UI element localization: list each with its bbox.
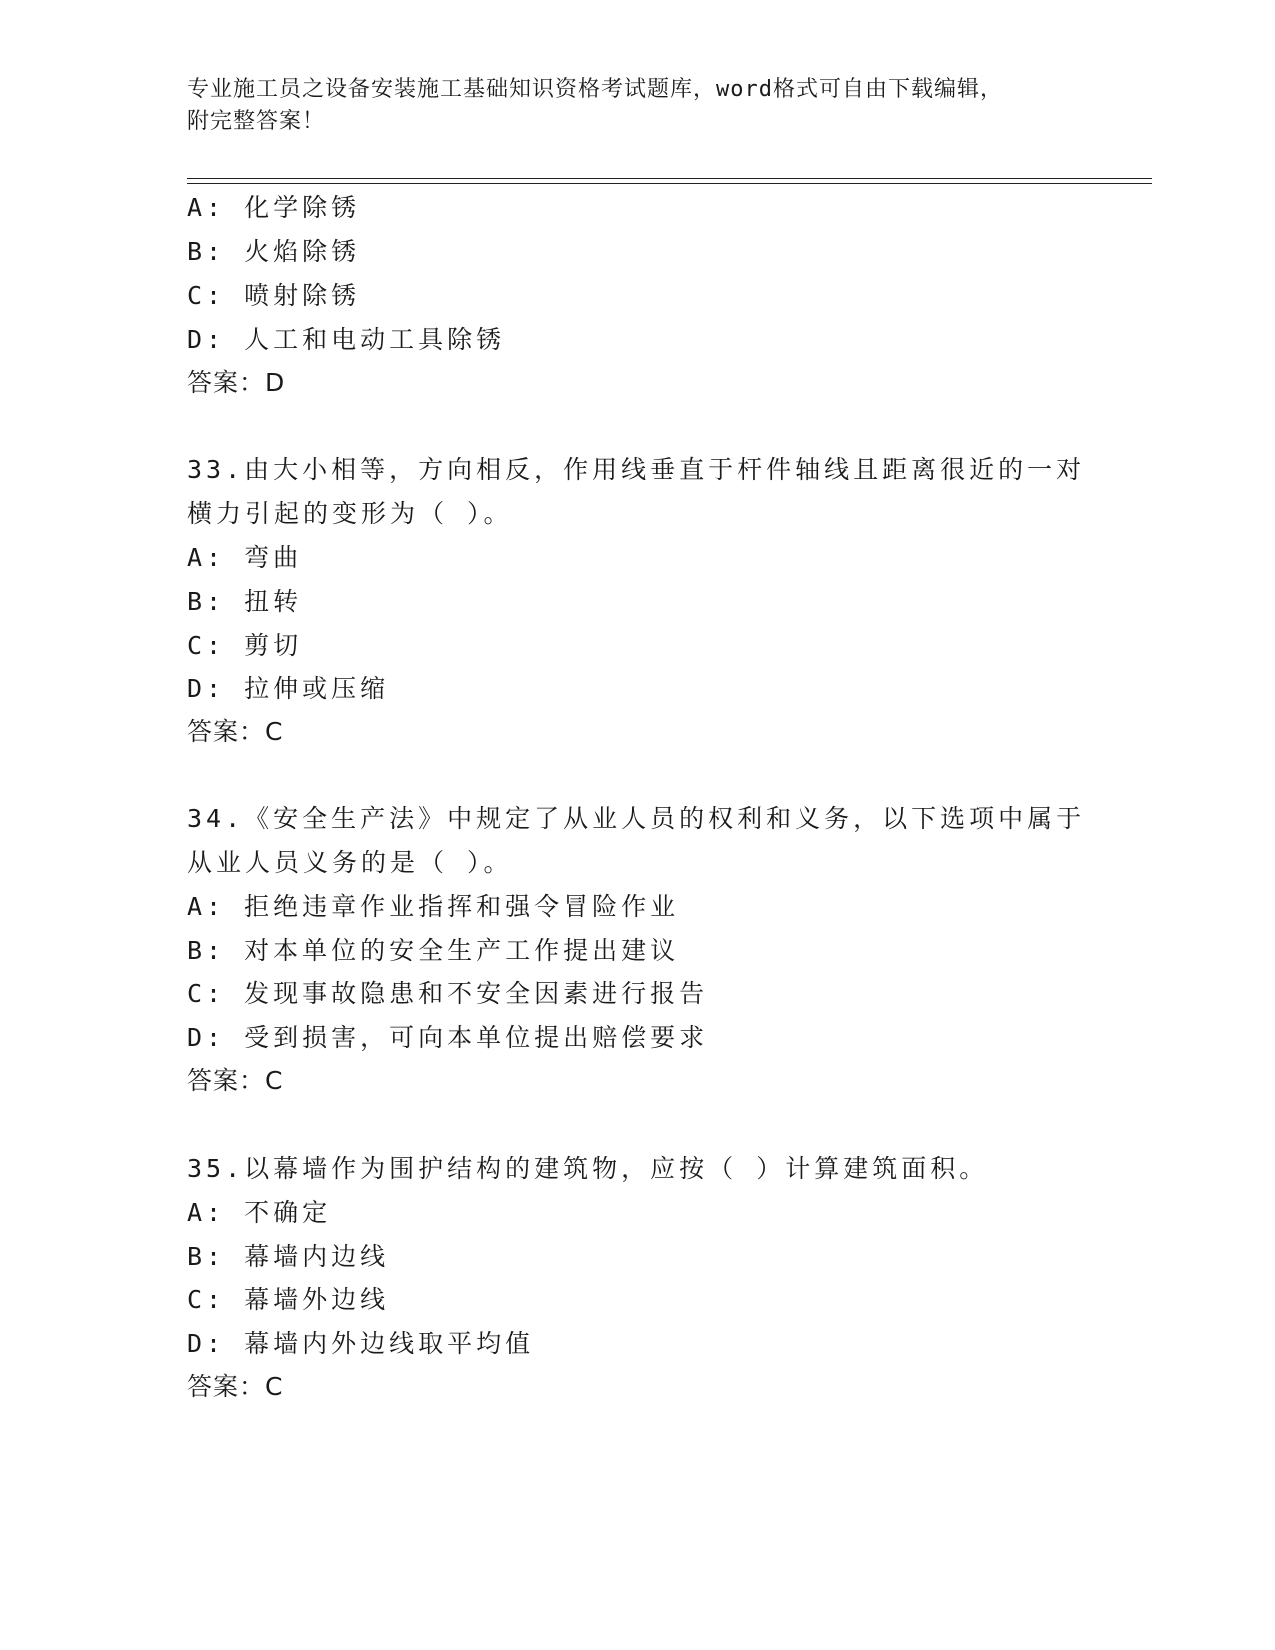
document-header bbox=[187, 74, 1087, 138]
q33-option-d: D: 拉伸或压缩 bbox=[187, 674, 390, 703]
header-line-2: 附完整答案！ bbox=[187, 109, 326, 134]
q35-option-b: B: 幕墙内边线 bbox=[187, 1242, 390, 1271]
header-divider-bottom bbox=[187, 183, 1152, 184]
q32-option-a: A: 化学除锈 bbox=[187, 193, 361, 222]
q33-option-c: C: 剪切 bbox=[187, 631, 303, 660]
q32-option-b: B: 火焰除锈 bbox=[187, 237, 361, 266]
q33-answer: 答案：C bbox=[187, 717, 284, 746]
q34-stem-line-1: 34.《安全生产法》中规定了从业人员的权利和义务，以下选项中属于 bbox=[187, 804, 1086, 833]
q35-option-a: A: 不确定 bbox=[187, 1198, 332, 1227]
header-divider-top bbox=[187, 178, 1152, 179]
q33-option-a: A: 弯曲 bbox=[187, 543, 303, 572]
q34-answer: 答案：C bbox=[187, 1066, 284, 1095]
q33-stem-line-2: 横力引起的变形为（ ）。 bbox=[187, 499, 513, 528]
q32-option-d: D: 人工和电动工具除锈 bbox=[187, 325, 506, 354]
q34-stem-line-2: 从业人员义务的是（ ）。 bbox=[187, 848, 513, 877]
q33-stem-line-1: 33.由大小相等，方向相反，作用线垂直于杆件轴线且距离很近的一对 bbox=[187, 455, 1086, 484]
header-line-1: 专业施工员之设备安装施工基础知识资格考试题库，word格式可自由下载编辑， bbox=[187, 77, 1003, 102]
q34-option-d: D: 受到损害，可向本单位提出赔偿要求 bbox=[187, 1023, 709, 1052]
q35-option-d: D: 幕墙内外边线取平均值 bbox=[187, 1329, 535, 1358]
q34-option-a: A: 拒绝违章作业指挥和强令冒险作业 bbox=[187, 892, 680, 921]
q35-option-c: C: 幕墙外边线 bbox=[187, 1285, 390, 1314]
q33-option-b: B: 扭转 bbox=[187, 587, 303, 616]
q32-option-c: C: 喷射除锈 bbox=[187, 281, 361, 310]
q35-answer: 答案：C bbox=[187, 1372, 284, 1401]
q32-answer: 答案：D bbox=[187, 368, 286, 397]
q34-option-b: B: 对本单位的安全生产工作提出建议 bbox=[187, 936, 680, 965]
q34-option-c: C: 发现事故隐患和不安全因素进行报告 bbox=[187, 979, 709, 1008]
q35-stem-line-1: 35.以幕墙作为围护结构的建筑物，应按（ ）计算建筑面积。 bbox=[187, 1154, 989, 1183]
